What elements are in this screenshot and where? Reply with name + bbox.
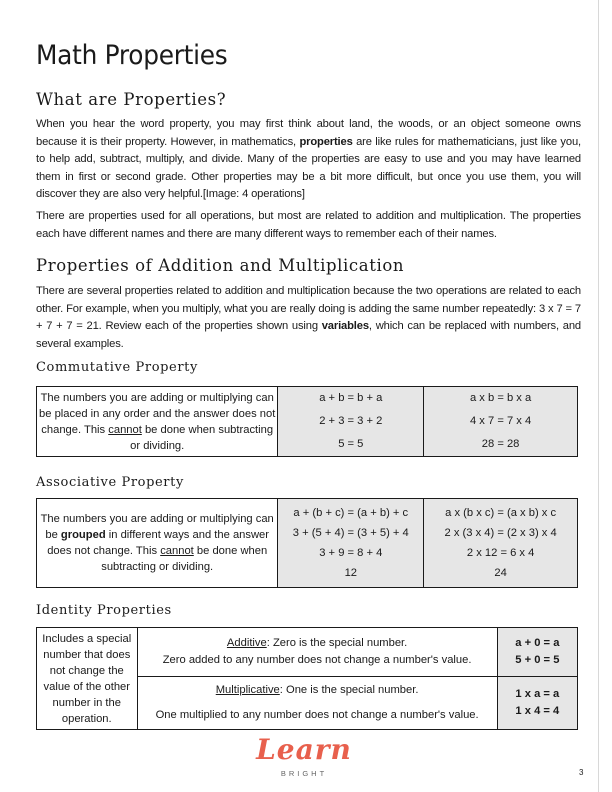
commutative-multiplication-example: 4 x 7 = 7 x 4	[469, 415, 532, 427]
identity-table	[36, 627, 578, 730]
add-mult-bold-variables: variables	[321, 320, 369, 333]
commutative-desc-end: be done when subtracting or dividing.	[130, 423, 274, 452]
what-are-properties-paragraph-2: There are properties used for all operations, but most are related to addition and multiplication. The properties each have different names and there are many different ways to remember each of their names.	[36, 210, 581, 240]
identity-multiplicative-eq-cell	[497, 677, 577, 730]
identity-multiplicative-text-cell	[137, 677, 497, 730]
identity-multiplicative-line1-text: : One is the special number.	[279, 684, 419, 696]
page-title: Math Properties	[36, 40, 228, 71]
commutative-multiplication-cell	[424, 387, 578, 457]
identity-additive-example: 5 + 0 = 5	[515, 654, 560, 666]
commutative-table	[36, 386, 578, 457]
identity-additive-line1-text: : Zero is the special number.	[266, 637, 408, 649]
commutative-heading: Commutative Property	[36, 360, 198, 375]
page-number: 3	[579, 768, 584, 777]
associative-multiplication-result: 24	[494, 567, 507, 579]
add-mult-text-start: There are several properties related to addition and multiplication because the two operations are related to each other. For example, when you multiply, what you are really doing is adding the same number repeatedly: 3 x 7 = 7 + 7 + 7 = 21. Review each of the properties shown using	[36, 285, 581, 333]
associative-multiplication-step: 2 x 12 = 6 x 4	[466, 547, 535, 559]
identity-description: Includes a special number that does not change the value of the other number in the operation.	[37, 628, 138, 730]
add-mult-text-end: , which can be replaced with numbers, and several examples.	[36, 320, 581, 350]
page-edge-rule	[598, 0, 599, 792]
commutative-desc-start: The numbers you are adding or multiplying can be placed in any order and the answer does not change. This	[39, 391, 276, 436]
identity-multiplicative-line1	[138, 682, 497, 699]
associative-desc-end: be done when subtracting or dividing.	[101, 545, 268, 573]
identity-additive-label: Additive	[226, 637, 267, 649]
associative-desc-grouped: grouped	[60, 529, 106, 541]
learn-bright-logo	[252, 733, 356, 785]
identity-additive-line2: Zero added to any number does not change a number's value.	[162, 654, 472, 666]
commutative-addition-result: 5 = 5	[338, 438, 364, 450]
associative-table	[36, 498, 578, 588]
associative-multiplication-example: 2 x (3 x 4) = (2 x 3) x 4	[444, 527, 557, 539]
commutative-addition-example: 2 + 3 = 3 + 2	[319, 415, 383, 427]
commutative-multiplication-rule: a x b = b x a	[469, 392, 532, 404]
p1-text-start: When you hear the word property, you may first think about land, the woods, or an object someone owns because it is their property. However, in mathematics,	[36, 118, 581, 148]
associative-description	[37, 499, 278, 588]
associative-addition-rule: a + (b + c) = (a + b) + c	[293, 507, 409, 519]
commutative-addition-cell	[278, 387, 424, 457]
associative-heading: Associative Property	[36, 475, 184, 490]
identity-multiplicative-rule: 1 x a = a	[515, 688, 560, 700]
associative-addition-step: 3 + 9 = 8 + 4	[319, 547, 383, 559]
identity-heading: Identity Properties	[36, 603, 172, 618]
associative-addition-cell	[278, 499, 424, 588]
p1-text-end: are like rules for mathematicians, just like you, to help add, subtract, multiply, and divide. Many of the properties are easy to use and you may have learned them in first or second grade. Other properties may be a bit more difficult, but once you use them, you will discover they are also very helpful.[Image: 4 operations]	[36, 135, 581, 201]
associative-addition-example: 3 + (5 + 4) = (3 + 5) + 4	[292, 527, 409, 539]
identity-multiplicative-label: Multiplicative	[215, 684, 280, 696]
logo-word: Learn	[256, 733, 352, 766]
identity-additive-row	[37, 628, 578, 677]
associative-multiplication-rule: a x (b x c) = (a x b) x c	[445, 507, 557, 519]
commutative-desc-cannot: cannot	[108, 423, 142, 436]
associative-addition-result: 12	[344, 567, 358, 579]
identity-additive-eq-cell	[497, 628, 577, 677]
associative-multiplication-cell	[424, 499, 578, 588]
what-are-properties-paragraph-1	[36, 116, 581, 204]
identity-additive-rule: a + 0 = a	[515, 637, 560, 649]
commutative-addition-rule: a + b = b + a	[319, 392, 383, 404]
associative-desc-start: The numbers you are adding or multiplying can be	[40, 513, 274, 541]
p1-bold-properties: properties	[299, 135, 353, 148]
logo-subtitle: BRIGHT	[280, 769, 328, 778]
identity-additive-line1	[138, 635, 497, 652]
add-mult-heading: Properties of Addition and Multiplication	[36, 256, 405, 275]
identity-multiplicative-example: 1 x 4 = 4	[515, 705, 560, 717]
add-mult-paragraph	[36, 283, 581, 353]
identity-additive-text-cell	[137, 628, 497, 677]
associative-desc-cannot: cannot	[160, 545, 194, 557]
associative-desc-middle: in different ways and the answer does not change. This	[47, 529, 270, 557]
associative-row	[37, 499, 578, 588]
commutative-row	[37, 387, 578, 457]
commutative-description	[37, 387, 278, 457]
what-are-properties-heading: What are Properties?	[36, 90, 227, 109]
identity-multiplicative-line2: One multiplied to any number does not change a number's value.	[155, 709, 479, 721]
commutative-multiplication-result: 28 = 28	[481, 438, 520, 450]
